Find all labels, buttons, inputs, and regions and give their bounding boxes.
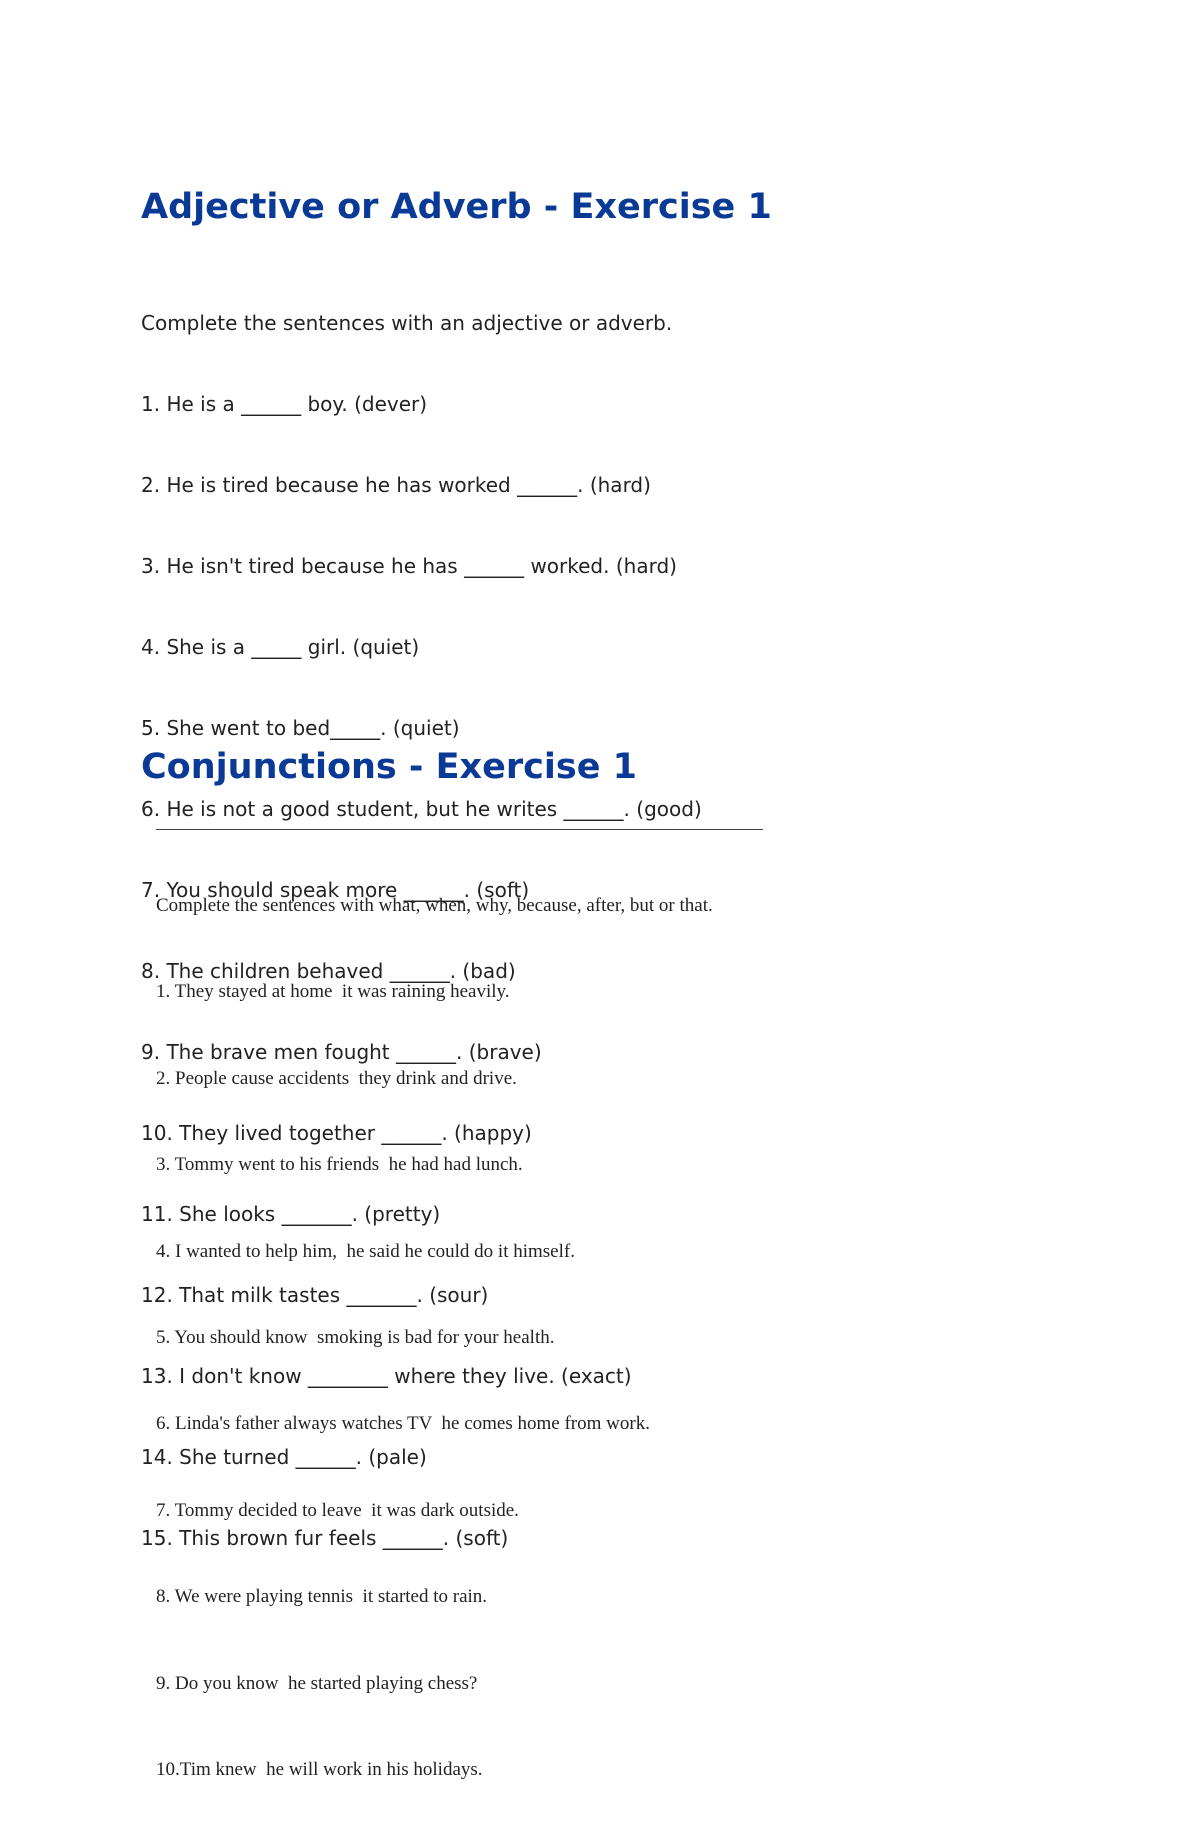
horizontal-rule xyxy=(156,829,763,830)
exercise-item: 3. He isn't tired because he has ______ worked. (hard) xyxy=(141,554,677,578)
exercise-item: 2. People cause accidents they drink and drive. xyxy=(156,1067,517,1089)
exercise-item: 14. She turned ______. (pale) xyxy=(141,1445,427,1469)
exercise-item: 3. Tommy went to his friends he had had lunch. xyxy=(156,1154,523,1176)
exercise-item: 9. Do you know he started playing chess? xyxy=(156,1672,478,1694)
exercise-item: 6. He is not a good student, but he writes ______. (good) xyxy=(141,797,702,821)
exercise-item: 9. The brave men fought ______. (brave) xyxy=(141,1040,542,1064)
exercise-item: 7. You should speak more ______. (soft) xyxy=(141,878,530,902)
section1-title: Adjective or Adverb - Exercise 1 xyxy=(141,187,772,227)
section2-body xyxy=(156,848,713,1842)
exercise-item: 12. That milk tastes _______. (sour) xyxy=(141,1283,489,1307)
exercise-item: 1. He is a ______ boy. (dever) xyxy=(141,392,428,416)
section2-title: Conjunctions - Exercise 1 xyxy=(141,747,637,787)
exercise-item: 13. I don't know ________ where they live. (exact) xyxy=(141,1364,632,1388)
exercise-item: 4. She is a _____ girl. (quiet) xyxy=(141,635,420,659)
section1-instructions: Complete the sentences with an adjective or adverb. xyxy=(141,311,673,335)
exercise-item: 10.Tim knew he will work in his holidays. xyxy=(156,1758,483,1780)
exercise-item: 2. He is tired because he has worked ______. (hard) xyxy=(141,473,651,497)
section2-instructions: Complete the sentences with what, when, why, because, after, but or that. xyxy=(156,895,713,916)
exercise-item: 10. They lived together ______. (happy) xyxy=(141,1121,532,1145)
exercise-item: 7. Tommy decided to leave it was dark outside. xyxy=(156,1499,519,1521)
exercise-item: 5. You should know smoking is bad for your health. xyxy=(156,1326,555,1348)
exercise-item: 4. I wanted to help him, he said he could do it himself. xyxy=(156,1240,575,1262)
exercise-item: 8. We were playing tennis it started to rain. xyxy=(156,1586,488,1608)
exercise-item: 8. The children behaved ______. (bad) xyxy=(141,959,516,983)
exercise-item: 11. She looks _______. (pretty) xyxy=(141,1202,441,1226)
exercise-item: 15. This brown fur feels ______. (soft) xyxy=(141,1526,509,1550)
exercise-item: 6. Linda's father always watches TV he comes home from work. xyxy=(156,1413,650,1435)
exercise-item: 1. They stayed at home it was raining heavily. xyxy=(156,981,510,1003)
exercise-item: 5. She went to bed_____. (quiet) xyxy=(141,716,460,740)
